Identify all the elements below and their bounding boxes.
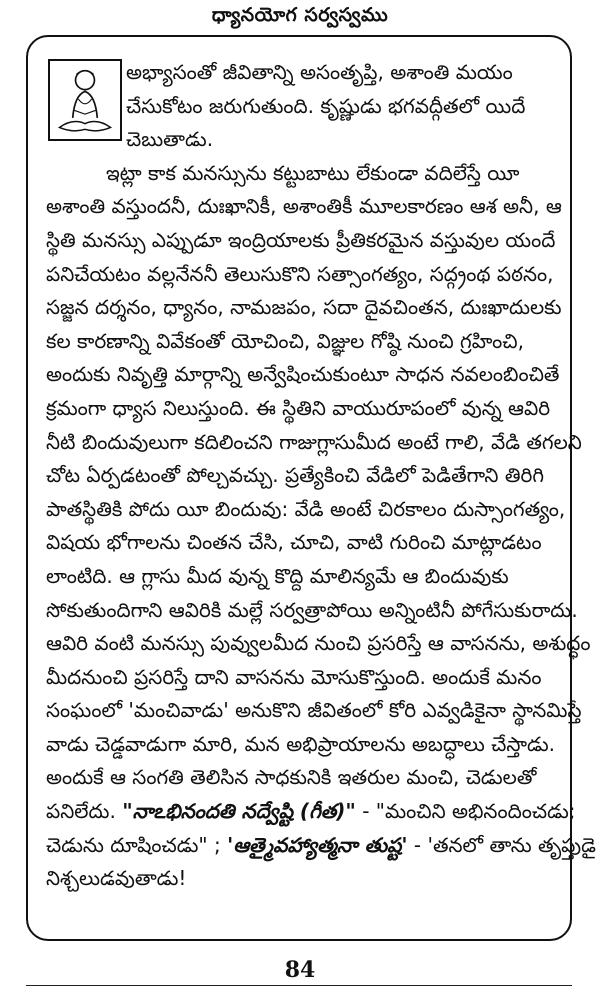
text-line: నిశ్చలుడవుతాడు!	[46, 866, 187, 891]
text-line: అందుకు నివృత్తి మార్గాన్ని అన్వేషించుకుంటూ సాధన నవలంబించితే	[46, 362, 560, 387]
text-line	[46, 829, 596, 863]
text-line: సోకుతుందిగాని ఆవిరికి మల్లే సర్వత్రాపోయి అన్నింటినీ పోగేసుకురాదు.	[46, 597, 578, 622]
text-line: అశాంతి వస్తుందనీ, దుఃఖానికీ, అశాంతికీ మూలకారణం ఆశ అనీ, ఆ	[46, 194, 562, 219]
text-line: స్థితి మనస్సు ఎప్పుడూ ఇంద్రియాలకు ప్రీతికరమైన వస్తువుల యందే	[46, 227, 556, 252]
page-number: 84	[284, 957, 316, 983]
text-line: చోట ఏర్పడటంతో పోల్చవచ్చు. ప్రత్యేకించి వేడిలో పెడితేగాని తిరిగి	[46, 463, 544, 488]
text-line: ఆవిరి వంటి మనస్సు పువ్వులమీద నుంచి ప్రసరిస్తే ఆ వాసనను, అశుద్ధం	[46, 631, 591, 656]
body-text	[46, 56, 596, 896]
text-line: చెబుతాడు.	[126, 127, 214, 152]
text-fragment: చెడును దూషించడు" ;	[46, 832, 221, 857]
sanskrit-quote: 'ఆత్మైవహ్యాత్మనా తుష్ట'	[227, 832, 408, 857]
text-line: నీటి బిందువులుగా కదిలించని గాజుగ్లాసుమీద అంటే గాలి, వేడి తగలని	[46, 429, 582, 454]
text-line: కల కారణాన్ని వివేకంతో యోచించి, విజ్ఞుల గోష్ఠి నుంచి గ్రహించి,	[46, 328, 524, 353]
text-line: క్రమంగా ధ్యాస నిలుస్తుంది. ఈ స్థితిని వాయురూపంలో వున్న ఆవిరి	[46, 395, 551, 420]
text-line: పాతస్థితికి పోదు యీ బిందువు: వేడి అంటే చిరకాలం దుస్సాంగత్యం,	[46, 496, 566, 521]
text-line: ఇట్లా కాక మనస్సును కట్టుబాటు లేకుండా వదిలేస్తే యీ	[106, 160, 520, 185]
text-line: పనిచేయటం వల్లనేననీ తెలుసుకొని సత్సాంగత్యం, సద్గ్రంథ పఠనం,	[46, 261, 554, 286]
gita-quote: "నాఽభినందతి నద్వేష్టి (గీత)"	[122, 799, 356, 824]
text-line: అభ్యాసంతో జీవితాన్ని అసంతృప్తి, అశాంతి మయం	[126, 60, 513, 84]
text-line: సంఘంలో 'మంచివాడు' అనుకొని జీవితంలో కోరి ఎవ్వడికైనా స్థానమిస్తే	[46, 698, 582, 723]
footer-rule	[26, 985, 572, 986]
text-line: అందుకే ఆ సంగతి తెలిసిన సాధకునికి ఇతరుల మంచి, చెడులతో	[46, 765, 537, 790]
text-fragment: - 'తనలో తాను తృప్తుడై	[407, 832, 596, 857]
text-line: లాంటిది. ఆ గ్లాసు మీద వున్న కొద్ది మాలిన్యమే ఆ బిందువుకు	[46, 563, 509, 588]
text-line: మీదనుంచి ప్రసరిస్తే దాని వాసనను మోసుకొస్తుంది. అందుకే మనం	[46, 664, 542, 689]
text-fragment: - "మంచిని అభినందించడు;	[355, 799, 576, 824]
text-line: విషయ భోగాలను చింతన చేసి, చూచి, వాటి గురించి మాట్లాడటం	[46, 530, 542, 555]
page-border-frame	[26, 35, 596, 941]
text-line	[46, 795, 576, 829]
text-line: చేసుకోటం జరుగుతుంది. కృష్ణుడు భగవద్గీతలో యిదే	[126, 93, 526, 118]
text-line: వాడు చెడ్డవాడుగా మారి, మన అభిప్రాయాలను అబద్ధాలు చేస్తాడు.	[46, 731, 556, 756]
text-fragment: పనిలేదు.	[46, 799, 116, 824]
running-header: ధ్యానయోగ సర్వస్వము	[211, 4, 389, 26]
text-line: సజ్జన దర్శనం, ధ్యానం, నామజపం, సదా దైవచింతన, దుఃఖాదులకు	[46, 295, 562, 320]
